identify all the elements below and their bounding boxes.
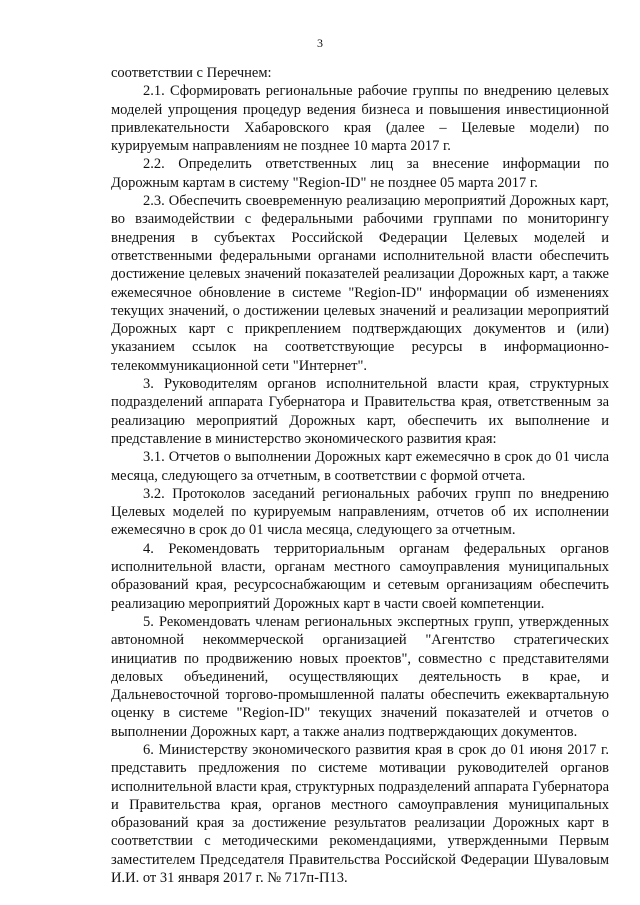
paragraph-6: 6. Министерству экономического развития края в срок до 01 июня 2017 г. представить предложения по системе мотивации руководителей органов исполнительной власти края, структурных подразделений аппарата Губернатора и Правительства края, органов местного самоуправления муниципальных образований края за достижение результатов реализации Дорожных карт в соответствии с методическими рекомендациями, утвержденными Первым заместителем Председателя Правительства Российской Федерации Шуваловым И.И. от 31 января 2017 г. № 717п-П13. — [111, 741, 609, 887]
paragraph-3-1: 3.1. Отчетов о выполнении Дорожных карт ежемесячно в срок до 01 числа месяца, следующего за отчетным, в соответствии с формой отчета. — [111, 449, 609, 484]
paragraph-3: 3. Руководителям органов исполнительной власти края, структурных подразделений аппарата Губернатора и Правительства края, ответственным за реализацию мероприятий Дорожных карт, обеспечить их выполнение и представление в министерство экономического развития края: — [111, 376, 609, 447]
document-body — [111, 64, 609, 887]
paragraph-continuation: соответствии с Перечнем: — [111, 65, 272, 81]
paragraph-2-1: 2.1. Сформировать региональные рабочие группы по внедрению целевых моделей упрощения процедур ведения бизнеса и повышения инвестиционной привлекательности Хабаровского края (далее – Целевые модели) по курируемым направлениям не позднее 10 марта 2017 г. — [111, 83, 609, 155]
paragraph-2-3: 2.3. Обеспечить своевременную реализацию мероприятий Дорожных карт, во взаимодействии с федеральными рабочими группами по мониторингу внедрения в субъектах Российской Федерации Целевых моделей и ответственными федеральными органами исполнительной власти обеспечить достижение целевых значений показателей реализации Дорожных карт, а также ежемесячное обновление в системе "Region-ID" информации об изменениях текущих значений, о достижении целевых значений и реализации мероприятий Дорожных карт с прикреплением подтверждающих документов и (или) указанием ссылок на соответствующие ресурсы в информационно-телекоммуникационной сети "Интернет". — [111, 193, 609, 374]
paragraph-5: 5. Рекомендовать членам региональных экспертных групп, утвержденных автономной некоммерческой организацией "Агентство стратегических инициатив по продвижению новых проектов", совместно с представителями деловых объединений, осуществляющих деятельность в крае, и Дальневосточной торгово-промышленной палаты обеспечить ежеквартальную оценку в системе "Region-ID" текущих значений показателей и отчетов о выполнении Дорожных карт, а также анализ подтверждающих документов. — [111, 613, 609, 740]
page-number: 3 — [317, 36, 323, 50]
paragraph-3-2: 3.2. Протоколов заседаний региональных рабочих групп по внедрению Целевых моделей по курируемым направлениям, отчетов об их исполнении ежемесячно в срок до 01 числа месяца, следующего за отчетным. — [111, 485, 609, 539]
paragraph-2-2: 2.2. Определить ответственных лиц за внесение информации по Дорожным картам в систему "Region-ID" не позднее 05 марта 2017 г. — [111, 156, 609, 191]
paragraph-4: 4. Рекомендовать территориальным органам федеральных органов исполнительной власти, органам местного самоуправления муниципальных образований края, ресурсоснабжающим и сетевым организациям обеспечить реализацию мероприятий Дорожных карт в части своей компетенции. — [111, 540, 609, 612]
